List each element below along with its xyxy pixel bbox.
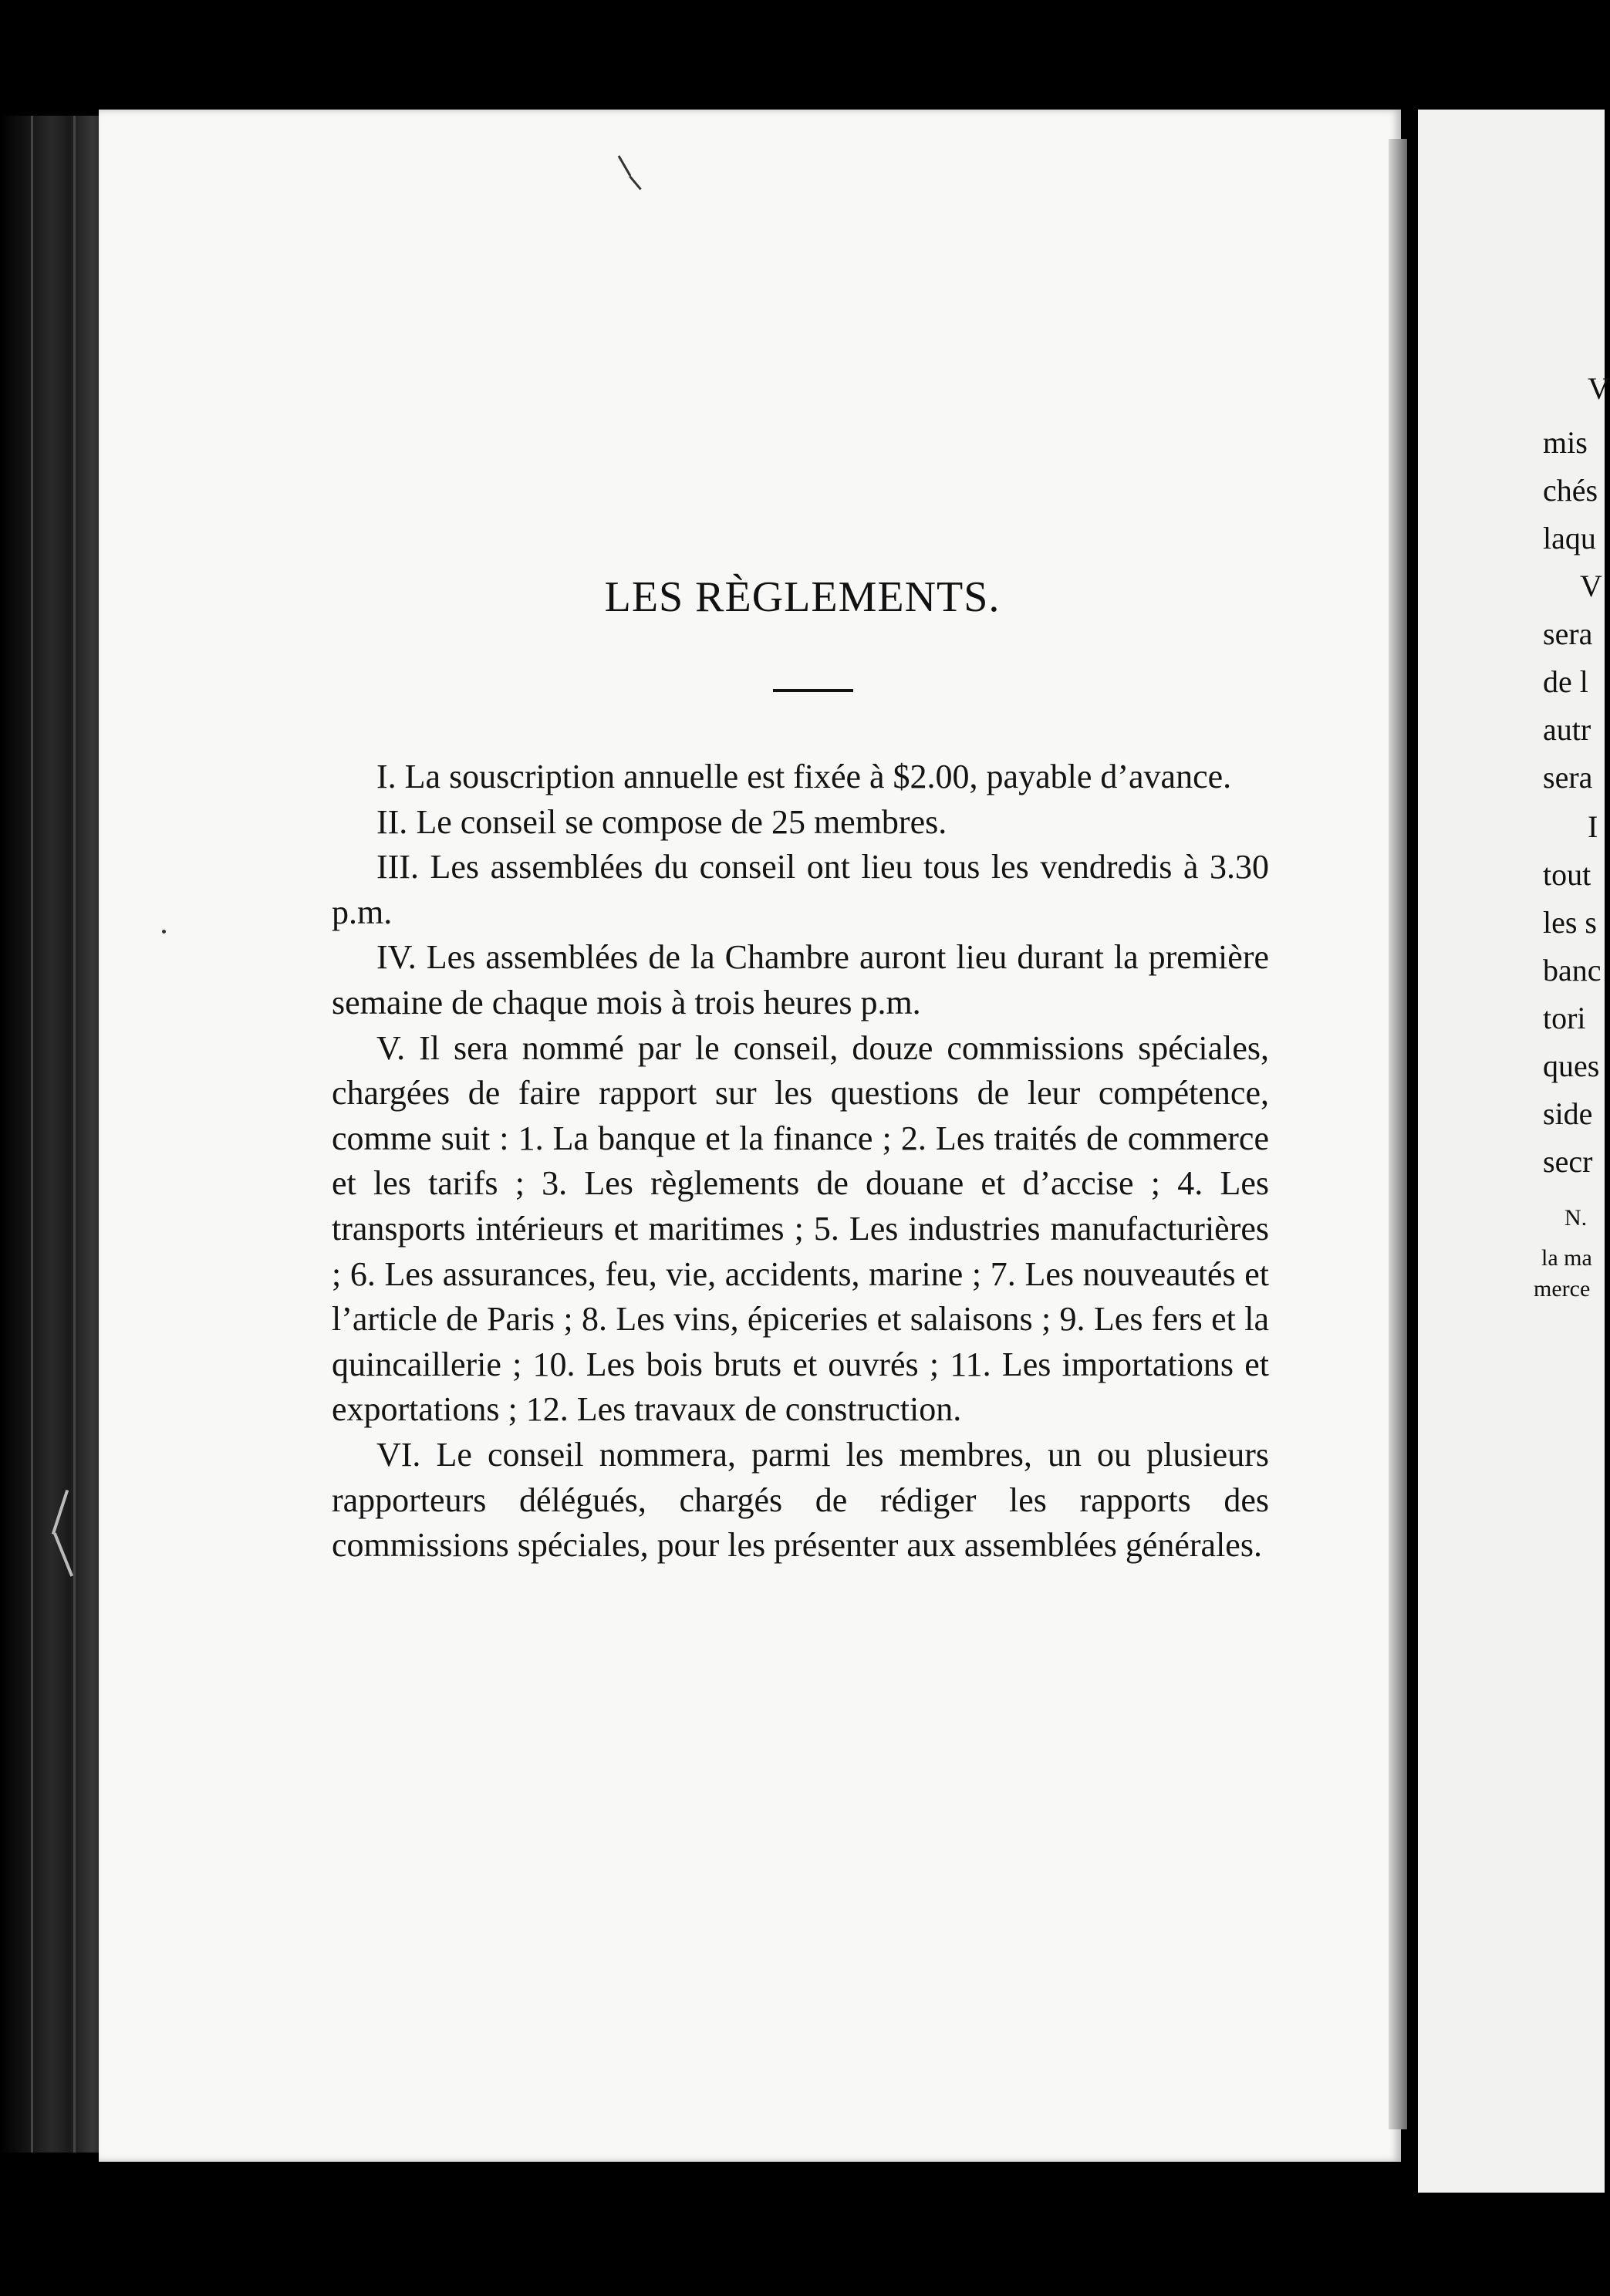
facing-line: chés: [1543, 473, 1598, 508]
article-number: I.: [376, 758, 397, 795]
spine-edge-line: [73, 116, 76, 2152]
article-6: [332, 1433, 1269, 1568]
article-number: IV.: [376, 938, 417, 977]
facing-line: banc: [1543, 953, 1602, 988]
facing-line: V: [1580, 569, 1602, 603]
facing-line: merce: [1534, 1276, 1591, 1302]
article-text: Il sera nommé par le conseil, douze commissions spéciales, chargées de faire rapport sur les questions de leur compétence, comme suit : 1. La banque et la finance ; 2. Les traités de commerce et les tarifs ; 3. Les règlements de douane et d’accise ; 4. Les transports intérieurs et maritimes ; 5. Les industries manufacturières ; 6. Les assurances, feu, vie, accidents, marine ; 7. Les nouveautés et l’article de Paris ; 8. Les vins, épiceries et salaisons ; 9. Les fers et la quincaillerie ; 10. Les bois bruts et ouvrés ; 11. Les importations et exportations ; 12. Les travaux de construction.: [332, 1028, 1269, 1429]
facing-line: la ma: [1541, 1245, 1592, 1271]
article-number: III.: [376, 848, 419, 886]
spine-edge-line: [31, 116, 33, 2152]
facing-line: sera: [1543, 760, 1593, 795]
article-text: Les assemblées de la Chambre auront lieu durant la première semaine de chaque mois à trois heures p.m.: [332, 938, 1269, 1021]
facing-line: mis: [1543, 425, 1588, 460]
article-number: II.: [376, 802, 408, 841]
facing-line: autr: [1543, 712, 1591, 747]
article-number: V.: [376, 1028, 406, 1067]
article-3: [332, 845, 1269, 935]
facing-line: laqu: [1543, 521, 1596, 555]
article-5: [332, 1026, 1269, 1433]
facing-line: V: [1588, 371, 1610, 406]
rules-text: [332, 755, 1269, 1568]
facing-line: tout: [1543, 857, 1591, 892]
page-title: LES RÈGLEMENTS.: [604, 573, 1001, 621]
article-text: La souscription annuelle est fixée à $2.00, payable d’avance.: [404, 758, 1232, 795]
title-rule: [773, 689, 853, 692]
article-text: Le conseil nommera, parmi les membres, un ou plusieurs rapporteurs délégués, chargés de rédiger les rapports des commissions spéciales, pour les présenter aux assemblées générales.: [332, 1435, 1269, 1565]
scan-mark: [162, 930, 166, 934]
facing-line: les s: [1543, 905, 1597, 940]
facing-line: secr: [1543, 1144, 1593, 1179]
article-2: [332, 800, 1269, 846]
article-4: [332, 935, 1269, 1025]
facing-line: ques: [1543, 1048, 1600, 1083]
article-text: Le conseil se compose de 25 membres.: [416, 802, 947, 841]
facing-line: N.: [1564, 1205, 1588, 1231]
facing-page: [1418, 110, 1610, 2193]
article-1: [332, 755, 1269, 800]
facing-line: tori: [1543, 1001, 1586, 1035]
facing-line: sera: [1543, 616, 1593, 651]
facing-line: I: [1588, 809, 1598, 844]
facing-line: side: [1543, 1096, 1593, 1131]
article-number: VI.: [376, 1435, 421, 1474]
article-text: Les assemblées du conseil ont lieu tous les vendredis à 3.30 p.m.: [332, 848, 1269, 931]
facing-line: de l: [1543, 664, 1588, 699]
page-gutter-shadow: [1389, 139, 1407, 2129]
